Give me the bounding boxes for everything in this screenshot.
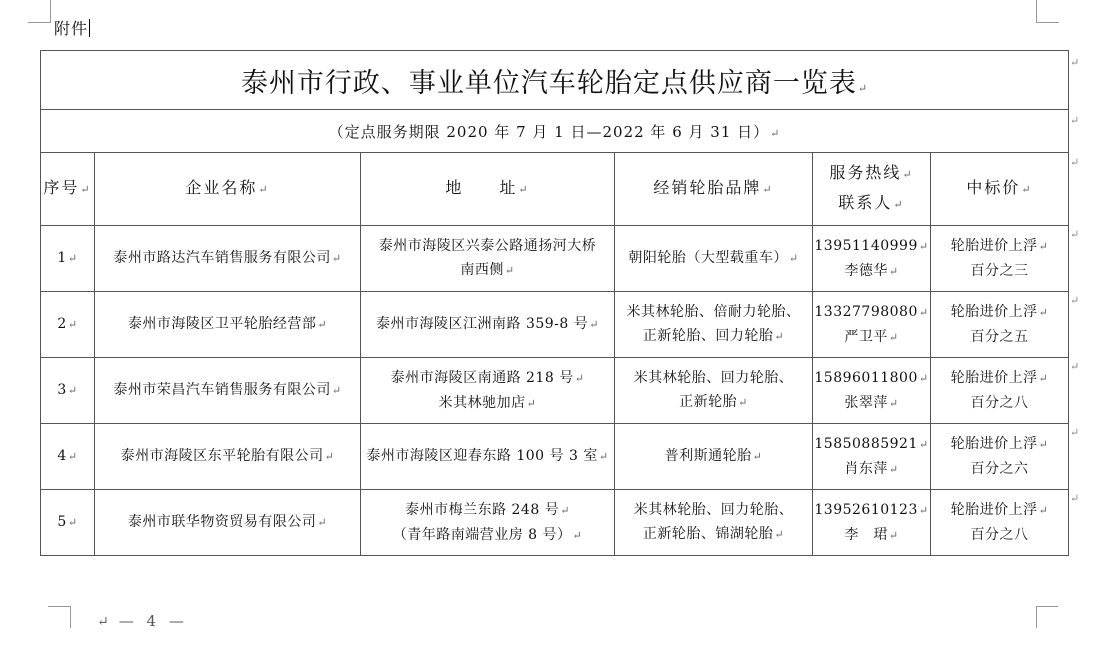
cell-address[interactable]: [361, 226, 615, 292]
attachment-text: 附件: [54, 19, 89, 38]
paragraph-mark-icon: ↵: [67, 516, 78, 529]
cell-company[interactable]: [95, 226, 361, 292]
cell-company[interactable]: [95, 490, 361, 556]
cell-brand[interactable]: [615, 490, 813, 556]
page-number-text: — 4 —: [118, 612, 188, 630]
person-text: 张翠萍: [844, 394, 888, 411]
paragraph-mark-icon: ↵: [574, 371, 585, 385]
cell-seq[interactable]: [41, 292, 95, 358]
table-title[interactable]: [41, 51, 1069, 110]
paragraph-mark-icon: ↵: [518, 183, 530, 196]
price-line: 百分之八: [970, 527, 1029, 543]
crop-mark-bottom-left-v: [70, 606, 71, 628]
paragraph-mark-icon: ↵: [1070, 56, 1080, 69]
paragraph-mark-icon: ↵: [1070, 228, 1080, 241]
paragraph-mark-icon: ↵: [888, 264, 899, 278]
price-line: 百分之六: [970, 461, 1029, 477]
price-line: 轮胎进价上浮: [950, 304, 1038, 320]
paragraph-mark-icon: ↵: [1038, 240, 1049, 253]
cell-contact[interactable]: [813, 358, 931, 424]
paragraph-mark-icon: ↵: [752, 450, 763, 463]
brand-line: 普利斯通轮胎: [664, 448, 752, 464]
price-line: 轮胎进价上浮: [950, 436, 1038, 452]
crop-mark-bottom-right: [1036, 606, 1058, 629]
cell-price[interactable]: [931, 358, 1069, 424]
paragraph-mark-icon: ↵: [893, 198, 905, 211]
paragraph-mark-icon: ↵: [770, 126, 781, 140]
header-seq-text: 序号: [43, 178, 80, 197]
person-text: 严卫平: [844, 328, 888, 345]
header-price[interactable]: [931, 153, 1069, 226]
paragraph-mark-icon: ↵: [97, 614, 113, 630]
header-seq[interactable]: [41, 153, 95, 226]
address-line: 南西侧: [460, 262, 504, 278]
paragraph-mark-icon: ↵: [857, 81, 869, 95]
paragraph-mark-icon: ↵: [598, 450, 609, 463]
price-line: 百分之八: [970, 395, 1029, 411]
paragraph-mark-icon: ↵: [788, 252, 799, 265]
address-line: 米其林驰加店: [438, 394, 526, 411]
crop-mark-top-right: [1036, 0, 1059, 23]
table-row: [41, 424, 1069, 490]
paragraph-mark-icon: ↵: [888, 396, 899, 410]
phone-text: 13952610123: [814, 501, 918, 518]
seq-text: 2: [57, 316, 67, 332]
cell-price[interactable]: [931, 226, 1069, 292]
cell-brand[interactable]: [615, 358, 813, 424]
header-hotline-text: 服务热线: [829, 163, 902, 182]
table-row: [41, 358, 1069, 424]
header-price-text: 中标价: [966, 178, 1021, 197]
address-line: 泰州市海陵区江洲南路 359-8 号: [376, 316, 589, 332]
crop-mark-bottom-right-v: [1036, 606, 1037, 628]
service-period[interactable]: [41, 110, 1069, 153]
company-text: 泰州市海陵区卫平轮胎经营部: [127, 316, 317, 332]
brand-line: 米其林轮胎、回力轮胎、: [633, 370, 794, 386]
paragraph-mark-icon: ↵: [918, 437, 929, 451]
seq-text: 3: [57, 382, 67, 398]
brand-line: 正新轮胎: [679, 394, 738, 410]
page-number: [96, 612, 188, 630]
seq-text: 5: [57, 514, 67, 530]
paragraph-mark-icon: ↵: [80, 183, 92, 196]
address-line: （青年路南端营业房 8 号）: [392, 526, 572, 543]
header-contact[interactable]: [813, 153, 931, 226]
cell-price[interactable]: [931, 490, 1069, 556]
brand-line: 朝阳轮胎（大型载重车）: [628, 250, 788, 266]
attachment-label[interactable]: [54, 16, 90, 39]
paragraph-mark-icon: ↵: [1070, 360, 1080, 373]
cell-company[interactable]: [95, 424, 361, 490]
price-line: 轮胎进价上浮: [950, 238, 1038, 254]
header-address[interactable]: [361, 153, 615, 226]
paragraph-mark-icon: ↵: [504, 264, 515, 277]
paragraph-mark-icon: ↵: [1070, 492, 1080, 505]
header-address-text: 地 址: [445, 178, 518, 197]
price-line: 百分之五: [970, 329, 1029, 345]
header-company-text: 企业名称: [185, 178, 258, 197]
paragraph-mark-icon: ↵: [526, 396, 537, 410]
person-text: 李 珺: [844, 526, 888, 543]
cell-price[interactable]: [931, 424, 1069, 490]
cell-address[interactable]: [361, 490, 615, 556]
cell-seq[interactable]: [41, 490, 95, 556]
company-text: 泰州市联华物资贸易有限公司: [127, 514, 317, 530]
paragraph-mark-icon: ↵: [888, 330, 899, 344]
brand-line: 正新轮胎、锦湖轮胎: [642, 526, 774, 542]
paragraph-mark-icon: ↵: [888, 462, 899, 476]
company-text: 泰州市路达汽车销售服务有限公司: [113, 250, 331, 266]
phone-text: 15896011800: [814, 369, 918, 386]
paragraph-mark-icon: ↵: [67, 318, 78, 331]
paragraph-mark-icon: ↵: [1070, 114, 1080, 127]
company-text: 泰州市荣昌汽车销售服务有限公司: [113, 382, 331, 398]
phone-text: 15850885921: [814, 435, 918, 452]
table-row: [41, 292, 1069, 358]
phone-text: 13327798080: [814, 303, 918, 320]
cell-address[interactable]: [361, 292, 615, 358]
paragraph-mark-icon: ↵: [572, 528, 583, 542]
paragraph-mark-icon: ↵: [918, 239, 929, 253]
paragraph-mark-icon: ↵: [1070, 294, 1080, 307]
header-company[interactable]: [95, 153, 361, 226]
crop-mark-bottom-left: [48, 606, 70, 629]
paragraph-mark-icon: ↵: [324, 450, 335, 463]
address-line: 泰州市海陵区兴泰公路通扬河大桥: [378, 238, 597, 254]
seq-text: 1: [57, 250, 67, 266]
cell-company[interactable]: [95, 292, 361, 358]
brand-line: 米其林轮胎、倍耐力轮胎、: [626, 304, 801, 320]
paragraph-mark-icon: ↵: [1038, 504, 1049, 517]
cell-seq[interactable]: [41, 424, 95, 490]
paragraph-mark-icon: ↵: [774, 528, 785, 541]
paragraph-mark-icon: ↵: [560, 503, 570, 517]
person-text: 李德华: [844, 262, 888, 279]
price-line: 百分之三: [970, 263, 1029, 279]
company-text: 泰州市海陵区东平轮胎有限公司: [120, 448, 324, 464]
cell-brand[interactable]: [615, 226, 813, 292]
cell-contact[interactable]: [813, 490, 931, 556]
paragraph-mark-icon: ↵: [67, 384, 78, 397]
paragraph-mark-icon: ↵: [738, 396, 748, 409]
text-cursor: [89, 19, 90, 37]
title-row: [41, 51, 1069, 110]
brand-line: 正新轮胎、回力轮胎: [642, 328, 774, 344]
paragraph-mark-icon: ↵: [331, 252, 342, 265]
cell-brand[interactable]: [615, 292, 813, 358]
paragraph-mark-icon: ↵: [1070, 156, 1080, 169]
paragraph-mark-icon: ↵: [902, 168, 914, 181]
paragraph-mark-icon: ↵: [774, 330, 785, 343]
paragraph-mark-icon: ↵: [317, 516, 328, 529]
phone-text: 13951140999: [814, 237, 918, 254]
paragraph-mark-icon: ↵: [67, 252, 78, 265]
service-period-text: （定点服务期限 2020 年 7 月 1 日—2022 年 6 月 31 日）: [328, 122, 770, 141]
header-row: [41, 153, 1069, 226]
cell-price[interactable]: [931, 292, 1069, 358]
cell-contact[interactable]: [813, 424, 931, 490]
header-person-text: 联系人: [838, 193, 893, 212]
cell-company[interactable]: [95, 358, 361, 424]
cell-brand[interactable]: [615, 424, 813, 490]
paragraph-mark-icon: ↵: [1038, 438, 1049, 451]
paragraph-mark-icon: ↵: [918, 371, 929, 385]
paragraph-mark-icon: ↵: [1038, 372, 1049, 385]
paragraph-mark-icon: ↵: [1038, 306, 1049, 319]
header-brand-text: 经销轮胎品牌: [653, 178, 762, 197]
cell-contact[interactable]: [813, 226, 931, 292]
period-row: [41, 110, 1069, 153]
cell-address[interactable]: [361, 358, 615, 424]
paragraph-mark-icon: ↵: [317, 318, 328, 331]
paragraph-mark-icon: ↵: [589, 318, 599, 331]
paragraph-mark-icon: ↵: [331, 384, 342, 397]
paragraph-mark-icon: ↵: [1021, 183, 1033, 196]
cell-seq[interactable]: [41, 226, 95, 292]
person-text: 肖东萍: [844, 460, 888, 477]
supplier-table[interactable]: [40, 50, 1069, 556]
address-line: 泰州市海陵区南通路 218 号: [390, 369, 574, 386]
paragraph-mark-icon: ↵: [762, 183, 774, 196]
price-line: 轮胎进价上浮: [950, 502, 1038, 518]
cell-contact[interactable]: [813, 292, 931, 358]
cell-seq[interactable]: [41, 358, 95, 424]
brand-line: 米其林轮胎、回力轮胎、: [633, 502, 794, 518]
table-row: [41, 490, 1069, 556]
seq-text: 4: [57, 448, 67, 464]
paragraph-mark-icon: ↵: [258, 183, 270, 196]
cell-address[interactable]: [361, 424, 615, 490]
header-brand[interactable]: [615, 153, 813, 226]
table-title-text: 泰州市行政、事业单位汽车轮胎定点供应商一览表: [240, 67, 857, 99]
address-line: 泰州市梅兰东路 248 号: [405, 501, 560, 518]
crop-mark-top-left: [28, 0, 51, 23]
paragraph-mark-icon: ↵: [918, 305, 929, 319]
paragraph-mark-icon: ↵: [918, 503, 929, 517]
address-line: 泰州市海陵区迎春东路 100 号 3 室: [366, 448, 598, 464]
price-line: 轮胎进价上浮: [950, 370, 1038, 386]
paragraph-mark-icon: ↵: [67, 450, 78, 463]
table-row: [41, 226, 1069, 292]
paragraph-mark-icon: ↵: [888, 528, 899, 542]
paragraph-mark-icon: ↵: [1070, 426, 1080, 439]
